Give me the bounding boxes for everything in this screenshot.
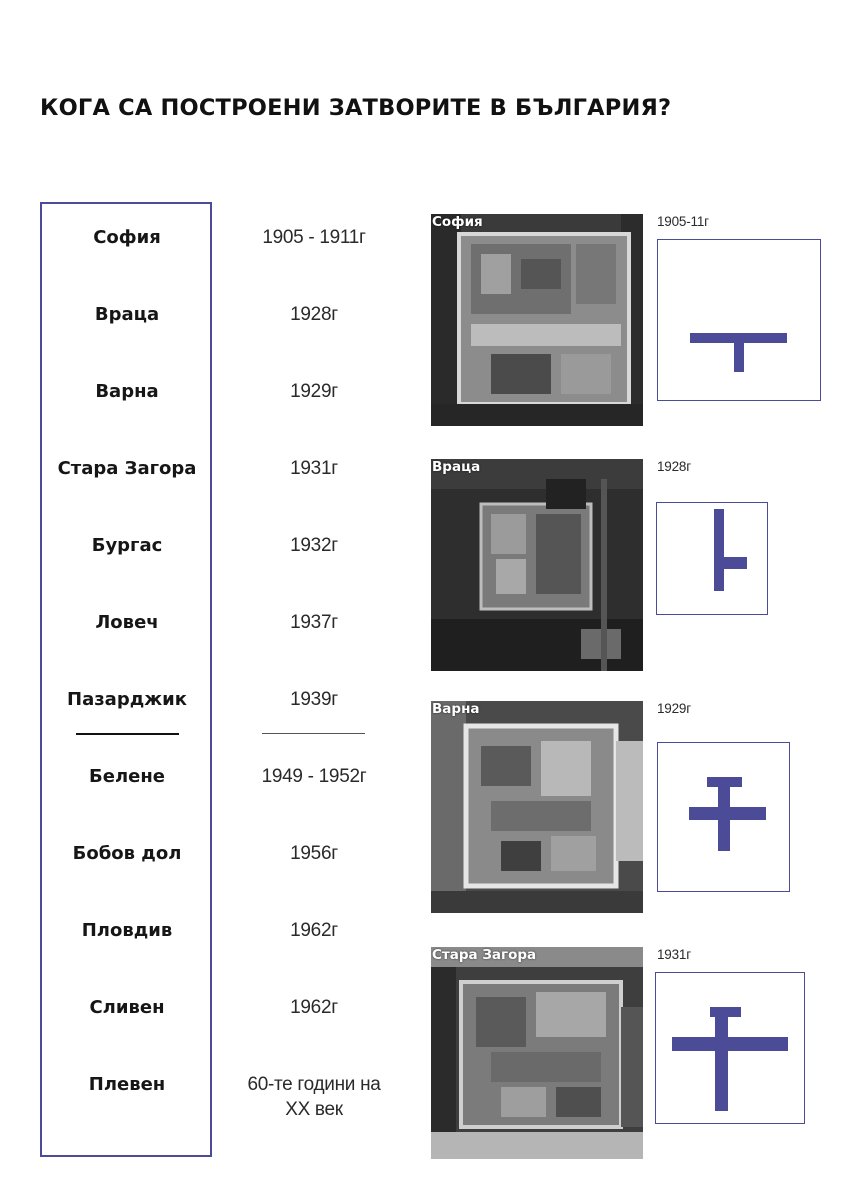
build-year: 1931г — [290, 458, 338, 479]
build-year: 1932г — [290, 535, 338, 556]
city-name: Сливен — [89, 997, 165, 1018]
floor-plan-icon — [655, 972, 805, 1124]
city-name: Пазарджик — [67, 689, 187, 710]
floor-plan-icon — [657, 742, 790, 892]
build-year: 1939г — [290, 689, 338, 710]
build-year: 1929г — [290, 381, 338, 402]
plan-year: 1931г — [657, 947, 691, 962]
section-divider — [262, 733, 365, 734]
floor-plan-icon — [657, 239, 821, 401]
plan-year: 1905-11г — [657, 214, 709, 229]
aerial-photo — [431, 947, 643, 1159]
plan-year: 1929г — [657, 701, 691, 716]
build-year: 1956г — [290, 843, 338, 864]
build-year: 1928г — [290, 304, 338, 325]
city-name: Бобов дол — [72, 843, 182, 864]
build-year: 60-те години на — [247, 1074, 381, 1095]
build-year: 1937г — [290, 612, 338, 633]
aerial-photo — [431, 701, 643, 913]
city-name: Пловдив — [81, 920, 173, 941]
build-year: 1905 - 1911г — [262, 227, 366, 248]
section-divider — [76, 733, 179, 735]
city-name: Бургас — [91, 535, 163, 556]
city-name: Ловеч — [95, 612, 159, 633]
photo-label: Варна — [432, 701, 480, 717]
build-year: 1962г — [290, 997, 338, 1018]
build-year: 1949 - 1952г — [261, 766, 367, 787]
city-name: Варна — [95, 381, 159, 402]
city-name: Белене — [89, 766, 165, 787]
city-name: Стара Загора — [57, 458, 197, 479]
city-name: Враца — [94, 304, 160, 325]
build-year: XX век — [285, 1099, 343, 1120]
city-name: София — [93, 227, 161, 248]
build-year: 1962г — [290, 920, 338, 941]
aerial-photo — [431, 214, 643, 426]
city-name: Плевен — [88, 1074, 166, 1095]
aerial-photo — [431, 459, 643, 671]
floor-plan-icon — [656, 502, 768, 615]
plan-year: 1928г — [657, 459, 691, 474]
photo-label: Стара Загора — [432, 947, 537, 963]
photo-label: София — [432, 214, 483, 230]
photo-label: Враца — [432, 459, 481, 475]
page-title: КОГА СА ПОСТРОЕНИ ЗАТВОРИТЕ В БЪЛГАРИЯ? — [40, 95, 672, 121]
